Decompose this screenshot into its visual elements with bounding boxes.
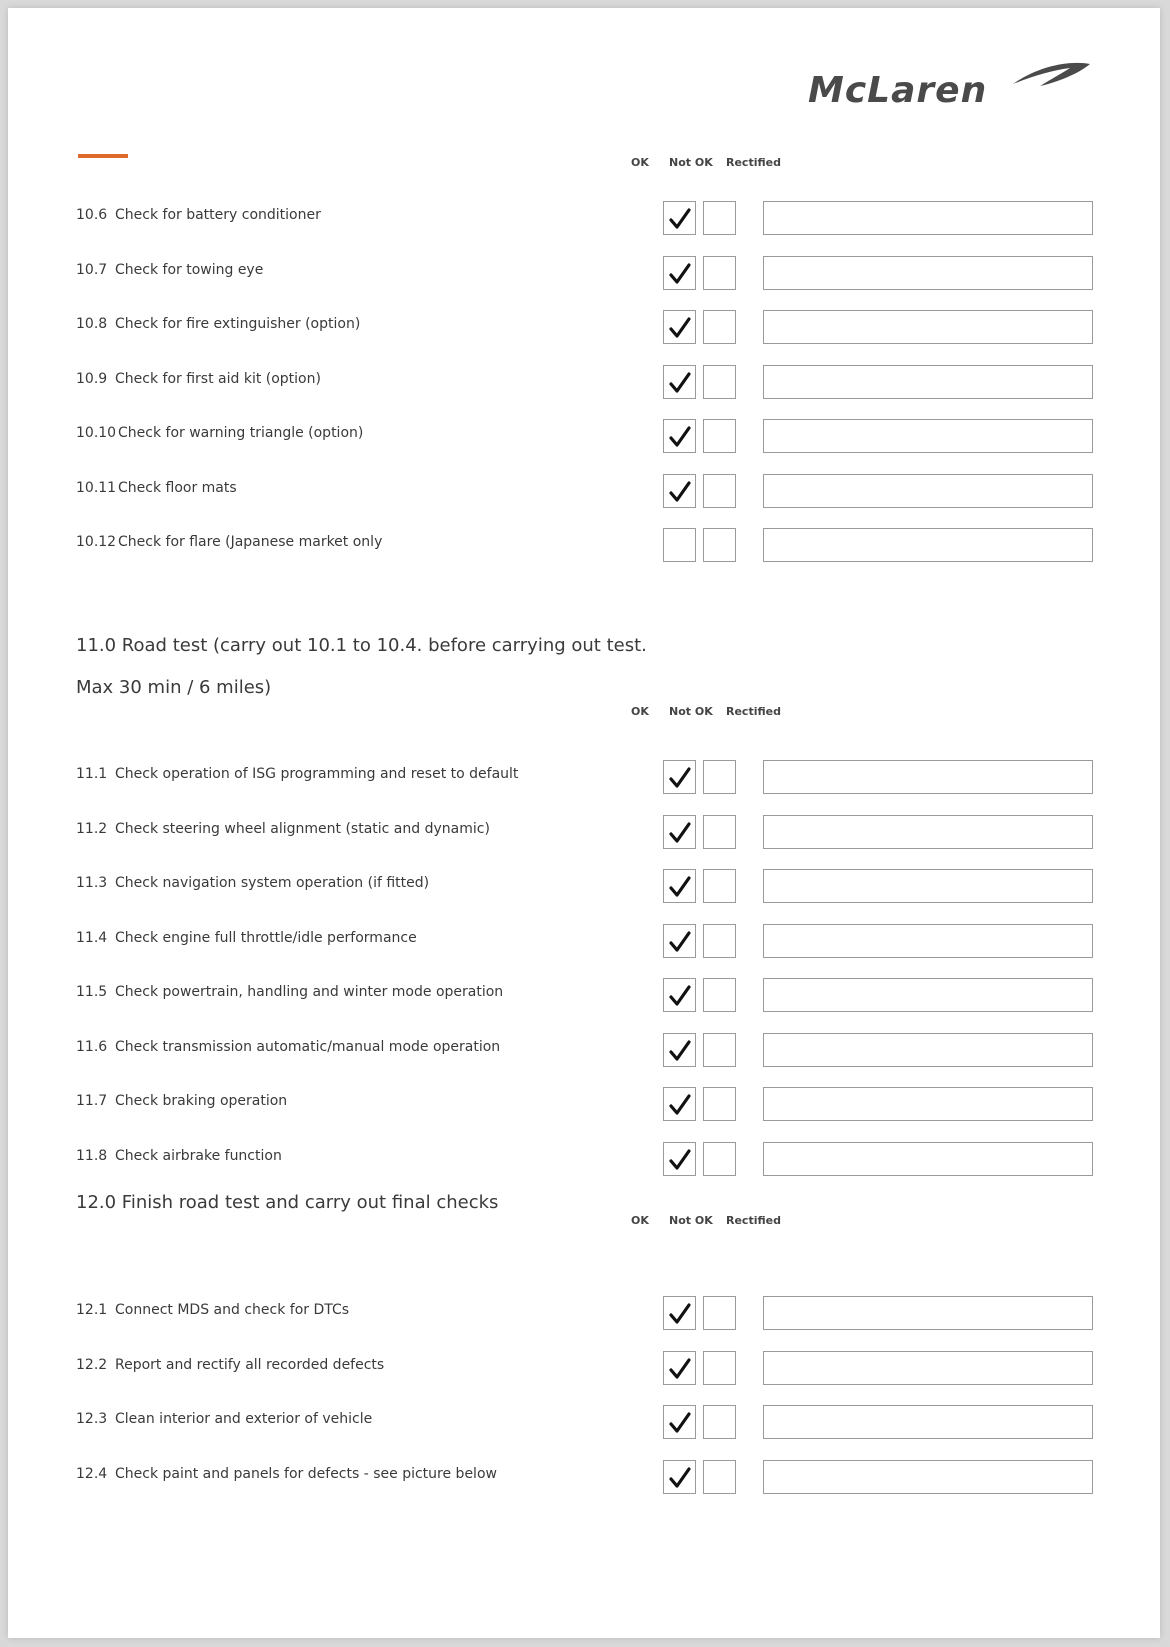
item-label: Clean interior and exterior of vehicle (115, 1411, 373, 1427)
checklist-row (8, 419, 1160, 455)
item-number: 11.7 (76, 1093, 108, 1109)
mclaren-logo (808, 56, 1098, 116)
checkmark-icon (669, 1303, 691, 1325)
rectified-field[interactable] (763, 256, 1093, 290)
item-label: Check steering wheel alignment (static and dynamic) (115, 820, 490, 837)
ok-checkbox[interactable] (663, 1351, 696, 1385)
checklist-row (8, 978, 1160, 1014)
checkmark-icon (669, 426, 691, 448)
ok-column-header: OK (631, 156, 649, 169)
ok-checkbox[interactable] (663, 760, 696, 794)
not-ok-checkbox[interactable] (703, 924, 736, 958)
not-ok-checkbox[interactable] (703, 419, 736, 453)
item-number: 10.10 (76, 425, 117, 441)
ok-checkbox[interactable] (663, 528, 696, 562)
item-label: Check braking operation (115, 1093, 288, 1109)
item-number: 10.11 (76, 479, 117, 496)
not-ok-checkbox[interactable] (703, 256, 736, 290)
item-label: Check floor mats (118, 479, 237, 496)
item-number: 11.3 (76, 875, 108, 891)
not-ok-checkbox[interactable] (703, 365, 736, 399)
item-number: 10.9 (76, 370, 108, 387)
checkmark-icon (669, 876, 691, 898)
not-ok-column-header: Not OK (669, 1214, 713, 1227)
rectified-field[interactable] (763, 419, 1093, 453)
checkmark-icon (669, 263, 691, 285)
item-number: 10.6 (76, 207, 108, 223)
rectified-field[interactable] (763, 474, 1093, 508)
not-ok-checkbox[interactable] (703, 978, 736, 1012)
rectified-field[interactable] (763, 310, 1093, 344)
item-number: 10.8 (76, 316, 108, 332)
not-ok-checkbox[interactable] (703, 528, 736, 562)
rectified-field[interactable] (763, 1351, 1093, 1385)
item-label: Check for first aid kit (option) (115, 370, 321, 387)
checklist-row (8, 815, 1160, 851)
item-number: 12.3 (76, 1411, 108, 1427)
rectified-column-header: Rectified (726, 1214, 781, 1227)
item-number: 11.1 (76, 766, 108, 782)
ok-checkbox[interactable] (663, 924, 696, 958)
checklist-row (8, 1087, 1160, 1123)
rectified-field[interactable] (763, 528, 1093, 562)
checklist-row (8, 365, 1160, 401)
checklist-row (8, 1142, 1160, 1178)
not-ok-column-header: Not OK (669, 156, 713, 169)
checkmark-icon (669, 1149, 691, 1171)
item-label: Check for flare (Japanese market only (118, 534, 383, 550)
item-label: Connect MDS and check for DTCs (115, 1302, 350, 1318)
rectified-field[interactable] (763, 1296, 1093, 1330)
rectified-field[interactable] (763, 815, 1093, 849)
rectified-field[interactable] (763, 1087, 1093, 1121)
rectified-field[interactable] (763, 1460, 1093, 1494)
ok-checkbox[interactable] (663, 1033, 696, 1067)
ok-checkbox[interactable] (663, 1460, 696, 1494)
ok-column-header: OK (631, 1214, 649, 1227)
checkmark-icon (669, 931, 691, 953)
ok-checkbox[interactable] (663, 365, 696, 399)
rectified-field[interactable] (763, 1033, 1093, 1067)
item-number: 11.6 (76, 1038, 108, 1055)
checklist-row (8, 760, 1160, 796)
item-label: Check for battery conditioner (115, 207, 321, 223)
checklist-row (8, 528, 1160, 564)
rectified-column-header: Rectified (726, 705, 781, 718)
checkmark-icon (669, 1412, 691, 1434)
checklist-page (8, 8, 1160, 1638)
checkmark-icon (669, 372, 691, 394)
not-ok-checkbox[interactable] (703, 474, 736, 508)
not-ok-checkbox[interactable] (703, 1033, 736, 1067)
rectified-field[interactable] (763, 201, 1093, 235)
checklist-row (8, 201, 1160, 237)
rectified-field[interactable] (763, 760, 1093, 794)
rectified-field[interactable] (763, 924, 1093, 958)
item-number: 10.12 (76, 534, 117, 550)
checklist-row (8, 310, 1160, 346)
checklist-row (8, 1033, 1160, 1069)
ok-checkbox[interactable] (663, 1296, 696, 1330)
not-ok-checkbox[interactable] (703, 1296, 736, 1330)
not-ok-checkbox[interactable] (703, 760, 736, 794)
checkmark-icon (669, 767, 691, 789)
rectified-field[interactable] (763, 978, 1093, 1012)
not-ok-checkbox[interactable] (703, 1087, 736, 1121)
rectified-column-header: Rectified (726, 156, 781, 169)
ok-checkbox[interactable] (663, 978, 696, 1012)
not-ok-checkbox[interactable] (703, 815, 736, 849)
not-ok-checkbox[interactable] (703, 1351, 736, 1385)
ok-checkbox[interactable] (663, 474, 696, 508)
rectified-field[interactable] (763, 869, 1093, 903)
rectified-field[interactable] (763, 365, 1093, 399)
ok-checkbox[interactable] (663, 815, 696, 849)
checklist-row (8, 474, 1160, 510)
checklist-row (8, 1296, 1160, 1332)
checkmark-icon (669, 985, 691, 1007)
checklist-row (8, 1460, 1160, 1496)
ok-checkbox[interactable] (663, 1087, 696, 1121)
rectified-field[interactable] (763, 1405, 1093, 1439)
ok-checkbox[interactable] (663, 1142, 696, 1176)
item-number: 10.7 (76, 261, 108, 278)
item-label: Check engine full throttle/idle performance (115, 929, 417, 946)
ok-checkbox[interactable] (663, 256, 696, 290)
not-ok-checkbox[interactable] (703, 1405, 736, 1439)
not-ok-checkbox[interactable] (703, 869, 736, 903)
ok-checkbox[interactable] (663, 869, 696, 903)
checkmark-icon (669, 1094, 691, 1116)
ok-column-header: OK (631, 705, 649, 718)
checkmark-icon (669, 208, 691, 230)
checklist-row (8, 1405, 1160, 1441)
checkmark-icon (669, 822, 691, 844)
checklist-row (8, 256, 1160, 292)
item-label: Check for warning triangle (option) (118, 425, 364, 441)
checklist-row (8, 869, 1160, 905)
ok-checkbox[interactable] (663, 419, 696, 453)
section-11-title-line2: Max 30 min / 6 miles) (76, 677, 272, 698)
item-number: 11.2 (76, 820, 108, 837)
item-label: Check transmission automatic/manual mode operation (115, 1038, 501, 1055)
item-label: Report and rectify all recorded defects (115, 1356, 385, 1373)
accent-bar (78, 154, 128, 158)
item-label: Check paint and panels for defects - see picture below (115, 1465, 497, 1482)
section-11-title-line1: 11.0 Road test (carry out 10.1 to 10.4. before carrying out test. (76, 635, 647, 656)
not-ok-checkbox[interactable] (703, 310, 736, 344)
section-12-title: 12.0 Finish road test and carry out final checks (76, 1192, 499, 1213)
item-label: Check operation of ISG programming and reset to default (115, 766, 519, 782)
not-ok-checkbox[interactable] (703, 1142, 736, 1176)
rectified-field[interactable] (763, 1142, 1093, 1176)
svg-text:McLaren: McLaren (808, 70, 988, 111)
not-ok-checkbox[interactable] (703, 1460, 736, 1494)
checklist-row (8, 924, 1160, 960)
not-ok-column-header: Not OK (669, 705, 713, 718)
not-ok-checkbox[interactable] (703, 201, 736, 235)
checkmark-icon (669, 481, 691, 503)
item-label: Check for fire extinguisher (option) (115, 316, 361, 332)
item-label: Check airbrake function (115, 1147, 282, 1164)
item-number: 12.1 (76, 1302, 108, 1318)
checkmark-icon (669, 317, 691, 339)
ok-checkbox[interactable] (663, 201, 696, 235)
checkmark-icon (669, 1358, 691, 1380)
ok-checkbox[interactable] (663, 310, 696, 344)
item-number: 11.8 (76, 1147, 108, 1164)
item-number: 12.2 (76, 1356, 108, 1373)
item-label: Check navigation system operation (if fitted) (115, 875, 430, 891)
item-number: 12.4 (76, 1465, 108, 1482)
item-number: 11.4 (76, 929, 108, 946)
item-number: 11.5 (76, 984, 108, 1000)
checkmark-icon (669, 1040, 691, 1062)
checklist-row (8, 1351, 1160, 1387)
item-label: Check for towing eye (115, 261, 264, 278)
checkmark-icon (669, 1467, 691, 1489)
ok-checkbox[interactable] (663, 1405, 696, 1439)
item-label: Check powertrain, handling and winter mode operation (115, 984, 504, 1000)
